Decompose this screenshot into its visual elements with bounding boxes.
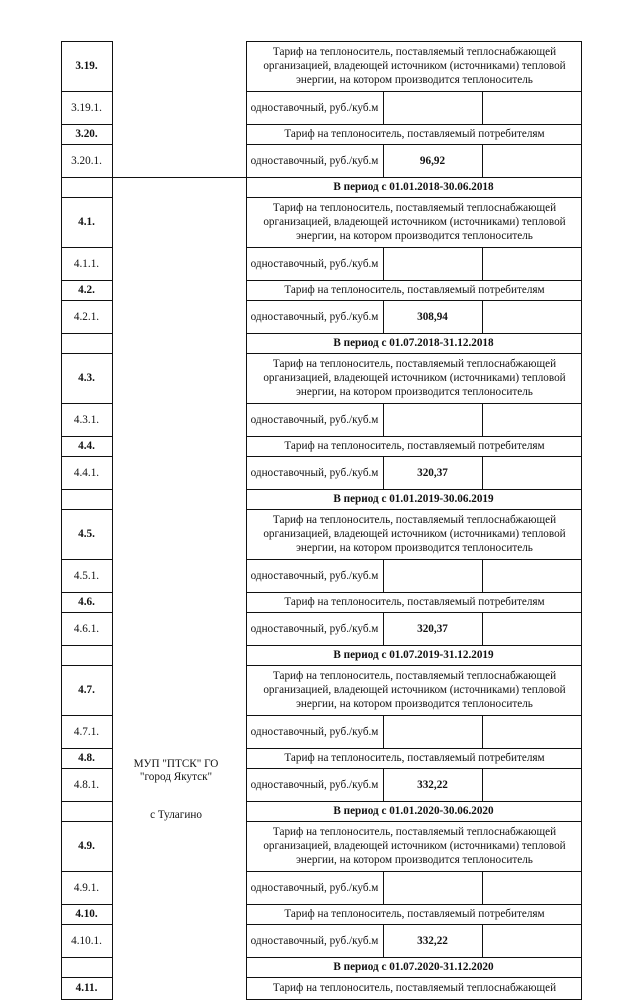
row-number: 3.20. (75, 128, 98, 140)
row-number: 4.11. (75, 982, 98, 994)
tariff-value: 96,92 (419, 154, 446, 167)
row-number: 4.9. (78, 840, 95, 852)
unit-label: одноставочный, руб./куб.м (250, 881, 379, 894)
consumer-tariff-heading: Тариф на теплоноситель, поставляемый потребителям (284, 128, 545, 140)
row-line-right (246, 489, 582, 490)
row-line-right (246, 665, 582, 666)
value-divider (383, 559, 384, 592)
value-divider (383, 715, 384, 748)
border-right (581, 41, 582, 1000)
row-number: 4.4. (78, 440, 95, 452)
consumer-tariff-heading: Тариф на теплоноситель, поставляемый потребителям (284, 284, 545, 296)
row-number: 4.8.1. (73, 778, 100, 791)
value-divider (383, 403, 384, 436)
row-line-right (246, 957, 582, 958)
row-line-left (61, 871, 112, 872)
tariff-value (383, 247, 482, 280)
producer-tariff-heading: Тариф на теплоноситель, поставляемый теплоснабжающей организацией, владеющей источником (источниками) тепловой энергии, на котором производится теплоноситель (263, 46, 566, 86)
row-line-left (61, 403, 112, 404)
row-line-right (246, 124, 582, 125)
row-line-left (61, 592, 112, 593)
row-line-right (246, 801, 582, 802)
value-divider (482, 144, 483, 177)
row-number: 4.3.1. (73, 413, 100, 426)
unit-label: одноставочный, руб./куб.м (250, 101, 379, 114)
row-line-left (61, 333, 112, 334)
value-divider (383, 247, 384, 280)
border-left (61, 41, 62, 1000)
org-column-line (112, 177, 246, 178)
organization-line-1: МУП "ПТСК" ГО (133, 758, 219, 770)
row-line-right (246, 821, 582, 822)
tariff-value: 308,94 (417, 310, 448, 323)
row-number: 3.20.1. (71, 154, 102, 167)
period-heading: В период с 01.07.2018-31.12.2018 (333, 337, 494, 349)
border-org-column (246, 41, 247, 1000)
row-line-right (246, 333, 582, 334)
unit-label: одноставочный, руб./куб.м (250, 725, 379, 738)
unit-label: одноставочный, руб./куб.м (250, 622, 379, 635)
row-number: 3.19. (75, 60, 98, 72)
value-divider (383, 91, 384, 124)
organization-name (112, 758, 240, 784)
row-line-right (246, 403, 582, 404)
organization-line-2: "город Якутск" (139, 771, 213, 783)
row-line-left (61, 801, 112, 802)
unit-label: одноставочный, руб./куб.м (250, 413, 379, 426)
row-line-right (246, 748, 582, 749)
value-divider (482, 715, 483, 748)
row-number: 4.2.1. (73, 310, 100, 323)
row-line-left (61, 247, 112, 248)
row-line-left (61, 280, 112, 281)
row-line-right (246, 247, 582, 248)
row-line-left (61, 768, 112, 769)
producer-tariff-heading: Тариф на теплоноситель, поставляемый теплоснабжающей организацией, владеющей источником (источниками) тепловой энергии, на котором производится теплоноситель (263, 826, 566, 866)
row-line-right (246, 41, 582, 42)
tariff-value: 332,22 (417, 934, 448, 947)
consumer-tariff-heading: Тариф на теплоноситель, поставляемый потребителям (284, 752, 545, 764)
row-line-right (246, 645, 582, 646)
tariff-value: 320,37 (417, 466, 448, 479)
unit-label: одноставочный, руб./куб.м (250, 778, 379, 791)
producer-tariff-heading: Тариф на теплоноситель, поставляемый теплоснабжающей организацией, владеющей источником (источниками) тепловой энергии, на котором производится теплоноситель (263, 202, 566, 242)
row-line-left (61, 612, 112, 613)
organization-locality: с Тулагино (150, 809, 202, 821)
row-line-right (246, 871, 582, 872)
row-number: 4.4.1. (73, 466, 100, 479)
value-divider (482, 403, 483, 436)
border-number-column (112, 41, 113, 1000)
value-divider (383, 768, 384, 801)
tariff-value: 320,37 (417, 622, 448, 635)
row-line-right (246, 977, 582, 978)
row-line-right (246, 612, 582, 613)
row-number: 4.7. (78, 684, 95, 696)
unit-label: одноставочный, руб./куб.м (250, 466, 379, 479)
value-divider (482, 91, 483, 124)
row-line-left (61, 91, 112, 92)
row-line-left (61, 177, 112, 178)
row-line-right (246, 715, 582, 716)
row-line-left (61, 977, 112, 978)
row-line-right (246, 924, 582, 925)
row-line-left (61, 821, 112, 822)
producer-tariff-heading: Тариф на теплоноситель, поставляемый теплоснабжающей организацией, владеющей источником (источниками) тепловой энергии, на котором производится теплоноситель (263, 514, 566, 554)
value-divider (482, 300, 483, 333)
row-line-right (246, 353, 582, 354)
row-number: 4.7.1. (73, 725, 100, 738)
unit-label: одноставочный, руб./куб.м (250, 569, 379, 582)
consumer-tariff-heading: Тариф на теплоноситель, поставляемый потребителям (284, 908, 545, 920)
unit-label: одноставочный, руб./куб.м (250, 154, 379, 167)
value-divider (383, 871, 384, 904)
row-line-right (246, 300, 582, 301)
row-line-left (61, 456, 112, 457)
row-number: 4.2. (78, 284, 95, 296)
unit-label: одноставочный, руб./куб.м (250, 310, 379, 323)
row-number: 3.19.1. (71, 101, 102, 114)
row-line-left (61, 559, 112, 560)
value-divider (383, 456, 384, 489)
row-line-right (246, 177, 582, 178)
row-line-right (246, 436, 582, 437)
tariff-value (383, 715, 482, 748)
row-line-left (61, 436, 112, 437)
row-number: 4.5. (78, 528, 95, 540)
row-number: 4.10. (75, 908, 98, 920)
row-line-left (61, 645, 112, 646)
row-line-right (246, 559, 582, 560)
row-line-left (61, 353, 112, 354)
row-line-left (61, 144, 112, 145)
value-divider (482, 612, 483, 645)
row-line-left (61, 957, 112, 958)
value-divider (482, 871, 483, 904)
row-line-right (246, 91, 582, 92)
row-line-right (246, 509, 582, 510)
row-number: 4.5.1. (73, 569, 100, 582)
tariff-value (383, 871, 482, 904)
row-line-right (246, 456, 582, 457)
row-line-left (61, 41, 112, 42)
row-line-left (61, 904, 112, 905)
tariff-value: 332,22 (417, 778, 448, 791)
row-line-left (61, 300, 112, 301)
row-line-left (61, 665, 112, 666)
row-number: 4.6. (78, 596, 95, 608)
producer-tariff-heading: Тариф на теплоноситель, поставляемый теплоснабжающей (272, 982, 557, 994)
value-divider (383, 612, 384, 645)
tariff-value (383, 403, 482, 436)
period-heading: В период с 01.01.2018-30.06.2018 (333, 181, 494, 193)
row-line-right (246, 144, 582, 145)
row-number: 4.10.1. (71, 934, 102, 947)
value-divider (482, 768, 483, 801)
value-divider (482, 456, 483, 489)
row-line-right (246, 592, 582, 593)
value-divider (482, 247, 483, 280)
consumer-tariff-heading: Тариф на теплоноситель, поставляемый потребителям (284, 596, 545, 608)
value-divider (383, 144, 384, 177)
unit-label: одноставочный, руб./куб.м (250, 257, 379, 270)
value-divider (482, 924, 483, 957)
row-number: 4.8. (78, 752, 95, 764)
tariff-value (383, 559, 482, 592)
row-number: 4.3. (78, 372, 95, 384)
row-line-left (61, 748, 112, 749)
row-line-right (246, 768, 582, 769)
tariff-value (383, 91, 482, 124)
value-divider (383, 924, 384, 957)
row-number: 4.9.1. (73, 881, 100, 894)
row-line-left (61, 197, 112, 198)
row-line-left (61, 124, 112, 125)
period-heading: В период с 01.01.2019-30.06.2019 (333, 493, 494, 505)
period-heading: В период с 01.07.2020-31.12.2020 (333, 961, 494, 973)
consumer-tariff-heading: Тариф на теплоноситель, поставляемый потребителям (284, 440, 545, 452)
period-heading: В период с 01.07.2019-31.12.2019 (333, 649, 494, 661)
value-divider (482, 559, 483, 592)
row-line-left (61, 509, 112, 510)
producer-tariff-heading: Тариф на теплоноситель, поставляемый теплоснабжающей организацией, владеющей источником (источниками) тепловой энергии, на котором производится теплоноситель (263, 358, 566, 398)
row-number: 4.1. (78, 216, 95, 228)
row-line-left (61, 924, 112, 925)
row-line-left (61, 715, 112, 716)
row-number: 4.6.1. (73, 622, 100, 635)
period-heading: В период с 01.01.2020-30.06.2020 (333, 805, 494, 817)
row-number: 4.1.1. (73, 257, 100, 270)
row-line-right (246, 197, 582, 198)
value-divider (383, 300, 384, 333)
row-line-right (246, 280, 582, 281)
row-line-right (246, 904, 582, 905)
producer-tariff-heading: Тариф на теплоноситель, поставляемый теплоснабжающей организацией, владеющей источником (источниками) тепловой энергии, на котором производится теплоноситель (263, 670, 566, 710)
unit-label: одноставочный, руб./куб.м (250, 934, 379, 947)
row-line-left (61, 489, 112, 490)
